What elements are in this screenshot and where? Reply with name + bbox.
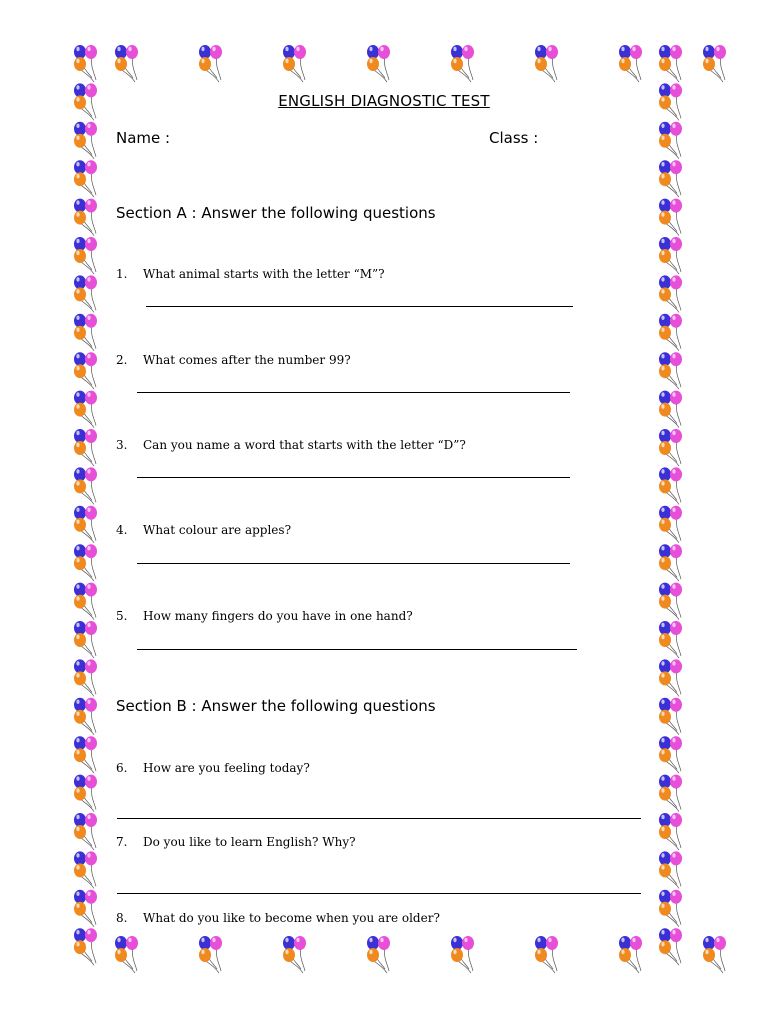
balloon-icon: [535, 936, 558, 973]
balloon-icon: [199, 936, 222, 973]
balloon-icon: [74, 851, 97, 888]
question-3: [116, 438, 466, 452]
question-text: What comes after the number 99?: [143, 353, 351, 367]
balloon-icon: [74, 199, 97, 236]
balloon-icon: [659, 122, 682, 159]
balloon-icon: [659, 391, 682, 428]
balloon-top-row: [115, 45, 726, 82]
answer-line-6[interactable]: [117, 818, 641, 819]
balloon-icon: [659, 736, 682, 773]
question-text: Do you like to learn English? Why?: [143, 835, 356, 849]
balloon-icon: [659, 506, 682, 543]
balloon-icon: [115, 45, 138, 82]
balloon-icon: [74, 314, 97, 351]
question-text: How are you feeling today?: [143, 761, 310, 775]
balloon-icon: [74, 391, 97, 428]
question-number: 2.: [116, 353, 128, 367]
question-number: 4.: [116, 523, 128, 537]
balloon-left-column: [74, 45, 97, 965]
answer-line-2[interactable]: [137, 392, 570, 393]
balloon-icon: [74, 467, 97, 504]
balloon-icon: [619, 936, 642, 973]
balloon-icon: [74, 45, 97, 82]
balloon-icon: [451, 936, 474, 973]
balloon-icon: [535, 45, 558, 82]
question-number: 5.: [116, 609, 128, 623]
balloon-icon: [74, 352, 97, 389]
answer-line-1[interactable]: [146, 306, 573, 307]
balloon-icon: [74, 160, 97, 197]
balloon-icon: [659, 352, 682, 389]
balloon-icon: [659, 429, 682, 466]
balloon-right-column: [659, 45, 682, 965]
balloon-icon: [659, 314, 682, 351]
balloon-icon: [619, 45, 642, 82]
answer-line-5[interactable]: [137, 649, 577, 650]
balloon-icon: [115, 936, 138, 973]
balloon-icon: [659, 199, 682, 236]
balloon-icon: [659, 275, 682, 312]
balloon-icon: [283, 936, 306, 973]
balloon-icon: [659, 467, 682, 504]
balloon-icon: [199, 45, 222, 82]
class-label: Class :: [489, 129, 539, 147]
balloon-icon: [74, 583, 97, 620]
balloon-icon: [659, 890, 682, 927]
balloon-icon: [74, 429, 97, 466]
balloon-icon: [74, 736, 97, 773]
balloon-icon: [659, 160, 682, 197]
question-7: [116, 835, 356, 849]
question-text: What animal starts with the letter “M”?: [143, 267, 385, 281]
balloon-icon: [74, 928, 97, 965]
answer-line-7[interactable]: [117, 893, 641, 894]
question-5: [116, 609, 413, 623]
balloon-icon: [659, 775, 682, 812]
balloon-icon: [659, 698, 682, 735]
question-text: What do you like to become when you are older?: [143, 911, 440, 925]
balloon-icon: [659, 237, 682, 274]
question-4: [116, 523, 291, 537]
question-text: Can you name a word that starts with the letter “D”?: [143, 438, 466, 452]
balloon-icon: [74, 698, 97, 735]
balloon-icon: [74, 506, 97, 543]
balloon-icon: [283, 45, 306, 82]
question-2: [116, 353, 351, 367]
balloon-icon: [659, 659, 682, 696]
balloon-icon: [74, 659, 97, 696]
balloon-icon: [659, 45, 682, 82]
question-8: [116, 911, 440, 925]
balloon-icon: [74, 122, 97, 159]
balloon-icon: [659, 621, 682, 658]
question-number: 8.: [116, 911, 128, 925]
balloon-icon: [703, 936, 726, 973]
question-number: 7.: [116, 835, 128, 849]
page-title: ENGLISH DIAGNOSTIC TEST: [278, 92, 490, 110]
balloon-icon: [659, 928, 682, 965]
section-b-heading: Section B : Answer the following questions: [116, 697, 436, 715]
name-label: Name :: [116, 129, 171, 147]
balloon-icon: [74, 275, 97, 312]
question-number: 6.: [116, 761, 128, 775]
question-number: 1.: [116, 267, 128, 281]
balloon-icon: [659, 544, 682, 581]
balloon-icon: [74, 237, 97, 274]
question-text: What colour are apples?: [143, 523, 291, 537]
balloon-icon: [703, 45, 726, 82]
balloon-icon: [74, 544, 97, 581]
balloon-icon: [74, 813, 97, 850]
question-6: [116, 761, 310, 775]
balloon-icon: [451, 45, 474, 82]
question-1: [116, 267, 385, 281]
balloon-icon: [367, 936, 390, 973]
section-a-heading: Section A : Answer the following questions: [116, 204, 436, 222]
balloon-icon: [367, 45, 390, 82]
answer-line-3[interactable]: [137, 477, 570, 478]
question-text: How many fingers do you have in one hand?: [143, 609, 413, 623]
balloon-icon: [659, 813, 682, 850]
balloon-icon: [659, 583, 682, 620]
balloon-bottom-row: [115, 936, 726, 973]
answer-line-4[interactable]: [137, 563, 570, 564]
balloon-icon: [74, 775, 97, 812]
balloon-icon: [74, 621, 97, 658]
question-number: 3.: [116, 438, 128, 452]
balloon-icon: [74, 890, 97, 927]
balloon-icon: [659, 851, 682, 888]
